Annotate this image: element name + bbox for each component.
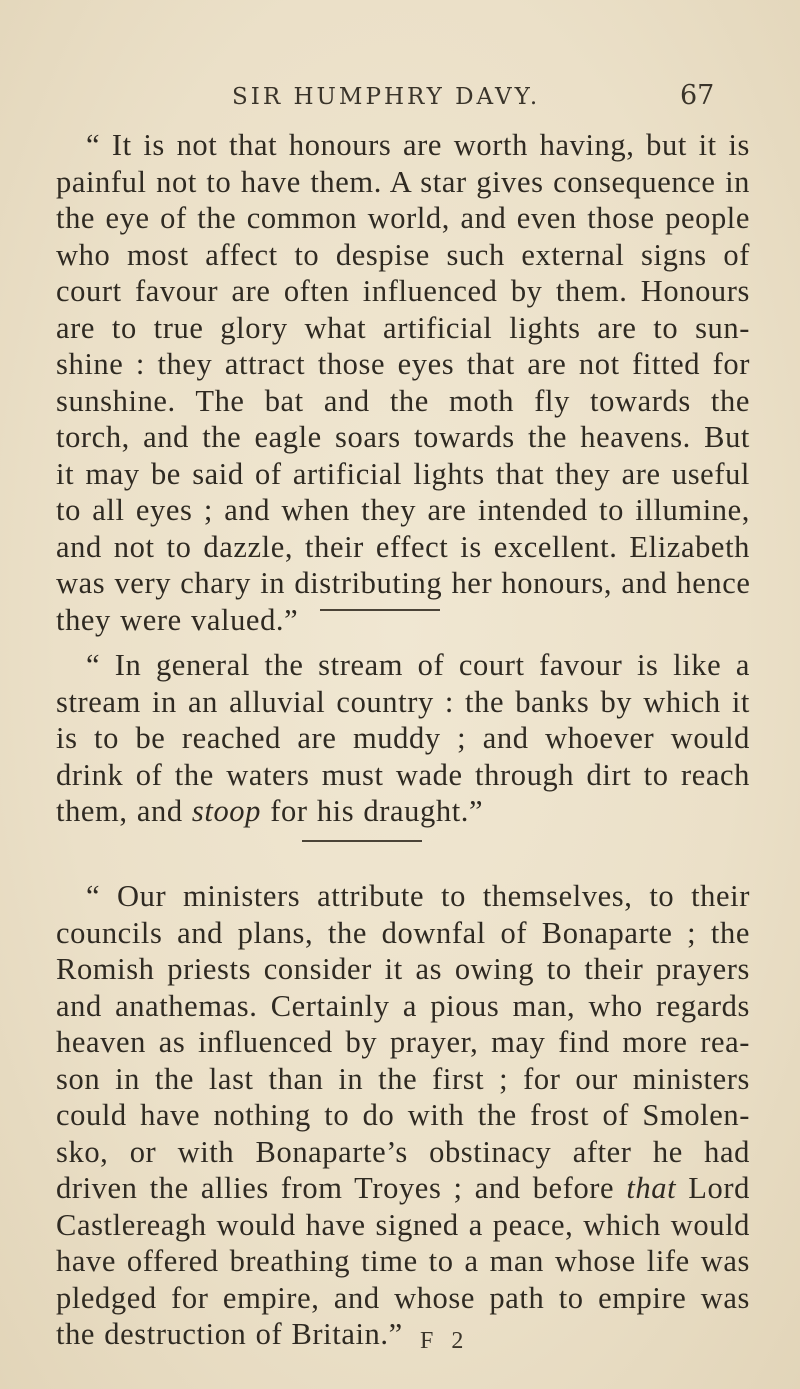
section-divider xyxy=(302,840,422,842)
signature-mark: F 2 xyxy=(420,1328,470,1354)
text-line: pledged for empire, and whose path to empire was xyxy=(56,1280,750,1315)
text-line: could have nothing to do with the frost of Smolen- xyxy=(56,1098,750,1132)
text-line: stream in an alluvial country : the banks by which it xyxy=(56,684,750,719)
text-line: “ In general the stream of court favour is like a xyxy=(86,648,750,682)
text-line: heaven as influenced by prayer, may find more rea- xyxy=(56,1025,750,1059)
text-line: councils and plans, the downfal of Bonaparte ; the xyxy=(56,915,750,950)
paragraph-ministers xyxy=(56,878,750,1353)
text-line: sko, or with Bonaparte’s obstinacy after he had xyxy=(56,1134,750,1169)
text-line: son in the last than in the first ; for our ministers xyxy=(56,1061,750,1096)
text-line: and anathemas. Certainly a pious man, who regards xyxy=(56,988,750,1023)
running-title: SIR HUMPHRY DAVY. xyxy=(232,84,541,110)
text-line: sunshine. The bat and the moth fly towards the xyxy=(56,383,750,418)
text-line: are to true glory what artificial lights are to sun- xyxy=(56,310,750,345)
text-line: drink of the waters must wade through dirt to reach xyxy=(56,757,750,792)
text-line: the destruction of Britain.” xyxy=(56,1317,403,1351)
page-number: 67 xyxy=(680,80,715,111)
paragraph-court-favour xyxy=(56,647,750,830)
text-line: was very chary in distributing her honours, and hence xyxy=(56,566,751,600)
text-line: the eye of the common world, and even those people xyxy=(56,201,750,235)
text-line: to all eyes ; and when they are intended to illumine, xyxy=(56,493,750,527)
text-line: have offered breathing time to a man whose life was xyxy=(56,1244,750,1278)
text-line: shine : they attract those eyes that are not fitted for xyxy=(56,347,750,381)
text-line: is to be reached are muddy ; and whoever would xyxy=(56,721,750,755)
section-divider xyxy=(320,609,440,611)
running-head xyxy=(56,80,750,120)
text-line: painful not to have them. A star gives consequence in xyxy=(56,164,750,199)
text-line: Castlereagh would have signed a peace, which would xyxy=(56,1207,750,1242)
text-line: Romish priests consider it as owing to their prayers xyxy=(56,952,750,986)
text-line: them, and stoop for his draught.” xyxy=(56,794,484,828)
text-line: they were valued.” xyxy=(56,602,299,637)
text-line: and not to dazzle, their effect is excellent. Elizabeth xyxy=(56,529,750,564)
paragraph-honours xyxy=(56,127,750,638)
text-line: court favour are often influenced by them. Honours xyxy=(56,274,750,308)
text-line: torch, and the eagle soars towards the heavens. But xyxy=(56,420,750,454)
text-line: it may be said of artificial lights that they are useful xyxy=(56,456,750,491)
text-line: driven the allies from Troyes ; and before that Lord xyxy=(56,1171,750,1205)
text-line: who most affect to despise such external signs of xyxy=(56,237,750,272)
text-line: “ Our ministers attribute to themselves, to their xyxy=(86,879,750,913)
text-line: “ It is not that honours are worth having, but it is xyxy=(86,128,750,162)
